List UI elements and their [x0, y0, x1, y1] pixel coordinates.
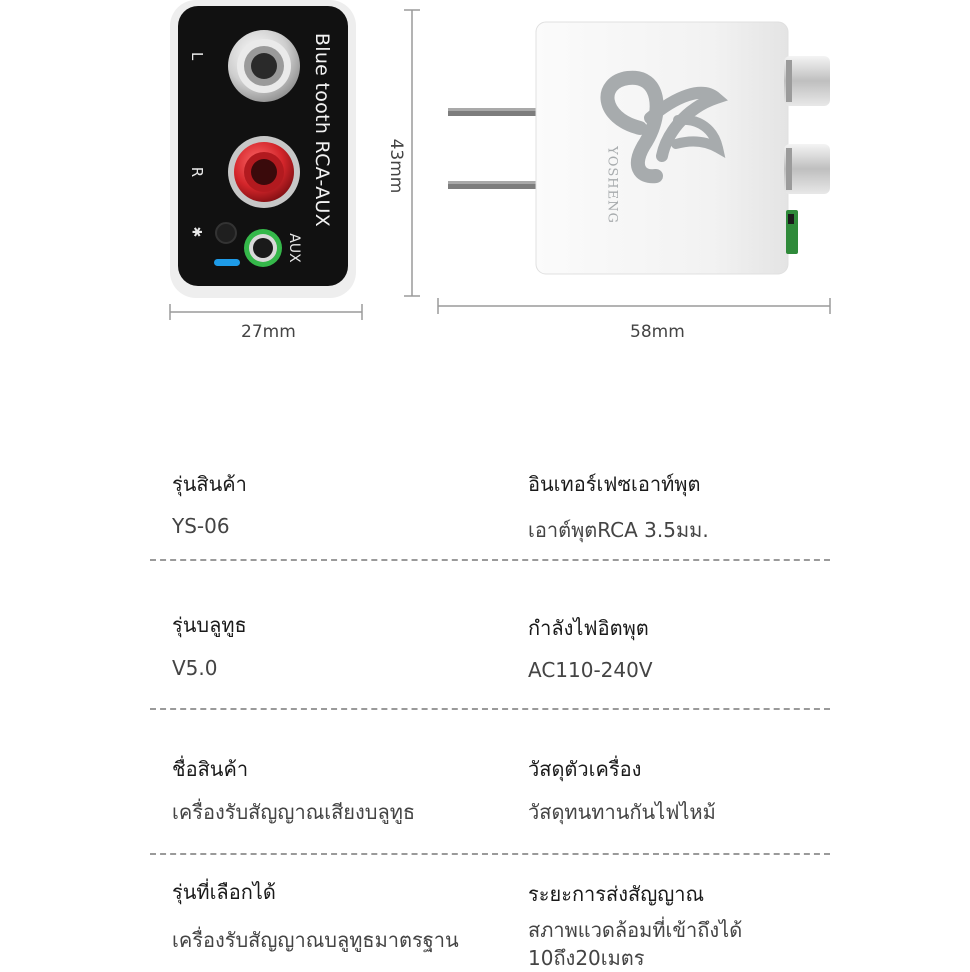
height-dimension-label: 43mm [386, 138, 406, 194]
side-rca-jack-bottom [784, 144, 830, 194]
side-rca-jack-top [784, 56, 830, 106]
width-dimension-label: 27mm [241, 322, 296, 342]
aux-jack [244, 229, 282, 267]
spec-label-model: รุ่นสินค้า [172, 472, 247, 496]
length-dimension-label: 58mm [630, 322, 685, 342]
status-led [214, 259, 240, 266]
spec-label-transmission-range: ระยะการส่งสัญญาณ [528, 882, 705, 906]
row-divider [150, 853, 830, 855]
spec-label-body-material: วัสดุตัวเครื่อง [528, 757, 642, 781]
left-channel-label: L [188, 51, 206, 61]
brand-text: YOSHENG [604, 146, 620, 224]
product-illustration [0, 0, 970, 400]
rca-left-jack [228, 30, 300, 102]
spec-label-bluetooth-version: รุ่นบลูทูธ [172, 613, 247, 637]
spec-label-input-power: กำลังไฟอิตพุต [528, 616, 649, 640]
pair-button [216, 223, 236, 243]
spec-value-body-material: วัสดุทนทานกันไฟไหม้ [528, 800, 716, 824]
product-drawing [0, 0, 970, 400]
spec-value-output-interface: เอาต์พุตRCA 3.5มม. [528, 518, 709, 542]
adapter-body [536, 22, 830, 274]
bluetooth-icon: ✱ [188, 226, 204, 238]
plug-prongs [448, 108, 538, 189]
rca-right-jack [228, 136, 300, 208]
spec-value-transmission-range-line2: 10ถึง20เมตร [528, 946, 645, 970]
row-divider [150, 559, 830, 561]
spec-value-input-power: AC110-240V [528, 658, 653, 682]
side-aux-port [786, 210, 798, 254]
row-divider [150, 708, 830, 710]
front-print-text: Blue tooth RCA-AUX [311, 32, 333, 228]
right-channel-label: R [188, 166, 206, 178]
spec-value-bluetooth-version: V5.0 [172, 656, 218, 680]
spec-label-optional-models: รุ่นที่เลือกได้ [172, 880, 276, 904]
spec-value-transmission-range-line1: สภาพแวดล้อมที่เข้าถึงได้ [528, 918, 743, 942]
spec-value-model: YS-06 [172, 514, 230, 538]
spec-value-optional-models: เครื่องรับสัญญาณบลูทูธมาตรฐาน [172, 928, 459, 952]
aux-label: AUX [286, 233, 302, 263]
spec-label-product-name: ชื่อสินค้า [172, 757, 249, 781]
spec-label-output-interface: อินเทอร์เฟซเอาท์พุต [528, 472, 701, 496]
spec-value-product-name: เครื่องรับสัญญาณเสียงบลูทูธ [172, 800, 416, 824]
